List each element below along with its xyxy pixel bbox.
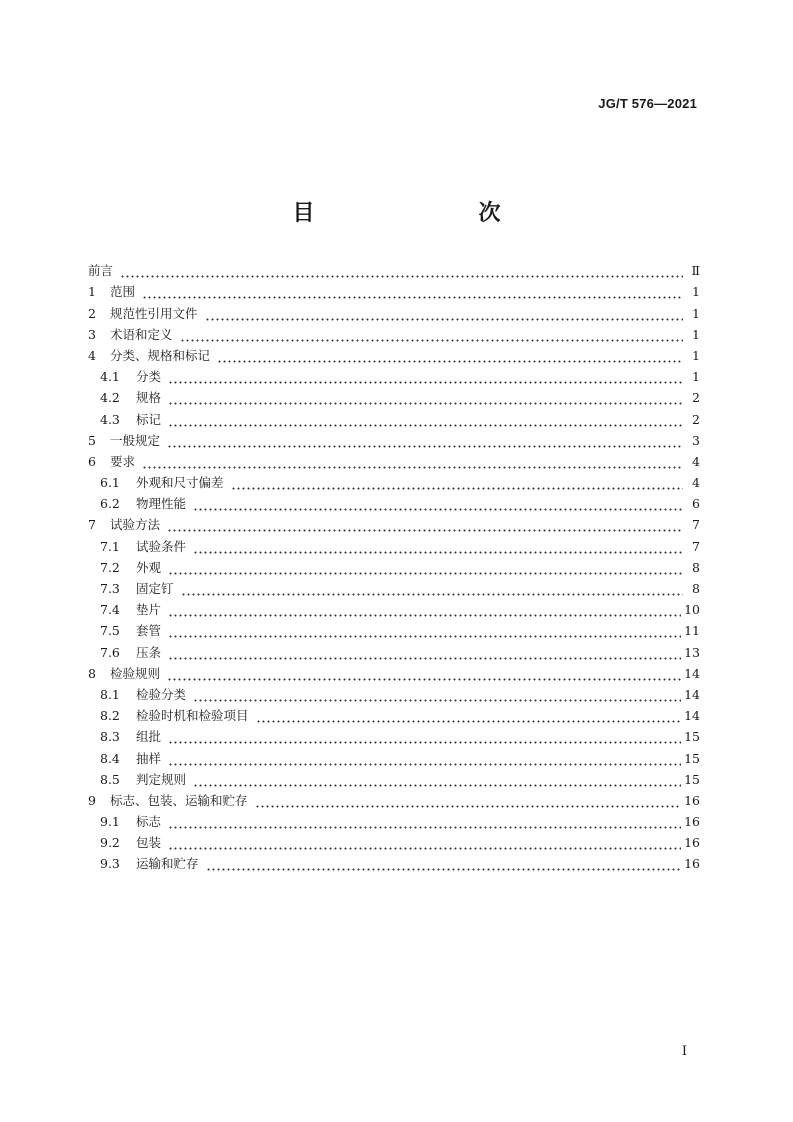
toc-entry-page: 14 bbox=[684, 708, 700, 724]
toc-leader-dots bbox=[205, 303, 683, 324]
toc-entry-page: 1 bbox=[692, 305, 700, 321]
toc-entry[interactable] bbox=[88, 472, 700, 493]
toc-entry[interactable] bbox=[88, 790, 700, 811]
toc-entry-page: 4 bbox=[692, 475, 700, 491]
toc-leader-dots bbox=[168, 409, 683, 430]
toc-entry-number: 7.4 bbox=[100, 602, 120, 618]
toc-entry-label: 术语和定义 bbox=[110, 326, 173, 342]
page-number: I bbox=[681, 1044, 687, 1059]
toc-entry-label: 分类 bbox=[136, 369, 162, 385]
toc-leader-dots bbox=[168, 557, 683, 578]
toc-entry-label: 外观和尺寸偏差 bbox=[136, 475, 224, 491]
toc-leader-dots bbox=[120, 260, 683, 281]
toc-entry-number: 8.1 bbox=[100, 686, 120, 702]
toc-leader-dots bbox=[168, 387, 683, 408]
toc-entry-number: 4.1 bbox=[100, 369, 120, 385]
toc-entry-label: 一般规定 bbox=[110, 432, 161, 448]
toc-entry[interactable] bbox=[88, 747, 700, 768]
toc-entry-number: 6.1 bbox=[100, 475, 120, 491]
toc-entry-label: 压条 bbox=[136, 644, 162, 660]
toc-leader-dots bbox=[168, 366, 683, 387]
toc-entry-number: 7.3 bbox=[100, 581, 120, 596]
toc-leader-dots bbox=[167, 663, 681, 684]
toc-entry[interactable] bbox=[88, 853, 700, 874]
toc-entry-label: 检验规则 bbox=[110, 665, 161, 681]
toc-entry[interactable] bbox=[88, 705, 700, 726]
toc-entry[interactable] bbox=[88, 345, 700, 366]
toc-entry-number: 2 bbox=[88, 305, 96, 321]
toc-leader-dots bbox=[256, 705, 682, 726]
toc-entry-number: 7 bbox=[88, 517, 96, 533]
toc-entry-number: 7.1 bbox=[100, 538, 120, 554]
toc-entry-label: 试验条件 bbox=[136, 538, 187, 554]
toc-entry-page: 14 bbox=[684, 665, 700, 681]
toc-leader-dots bbox=[217, 345, 683, 366]
toc-entry-number: 8.4 bbox=[100, 750, 120, 766]
toc-entry-label: 检验时机和检验项目 bbox=[136, 708, 249, 724]
toc-leader-dots bbox=[168, 642, 681, 663]
toc-entry-number: 8 bbox=[88, 665, 96, 681]
toc-title: 目 次 bbox=[292, 201, 541, 226]
toc-leader-dots bbox=[168, 620, 681, 641]
toc-entry-number: 8.3 bbox=[100, 729, 120, 745]
toc-entry-number: 7.2 bbox=[100, 559, 120, 575]
toc-entry-label: 抽样 bbox=[136, 750, 162, 766]
toc-leader-dots bbox=[168, 726, 681, 747]
toc-entry[interactable] bbox=[88, 281, 700, 302]
toc-entry[interactable] bbox=[88, 578, 700, 599]
toc-entry[interactable] bbox=[88, 599, 700, 620]
toc-entry-label: 固定钉 bbox=[136, 581, 174, 596]
toc-entry[interactable] bbox=[88, 769, 700, 790]
toc-entry-label: 外观 bbox=[136, 559, 162, 575]
toc-entry-page: 16 bbox=[684, 856, 700, 872]
toc-leader-dots bbox=[231, 472, 683, 493]
toc-entry[interactable] bbox=[88, 408, 700, 429]
toc-leader-dots bbox=[168, 811, 681, 832]
toc-leader-dots bbox=[193, 493, 683, 514]
toc-leader-dots bbox=[167, 514, 683, 535]
toc-entry[interactable] bbox=[88, 684, 700, 705]
toc-entry[interactable] bbox=[88, 811, 700, 832]
toc-leader-dots bbox=[168, 832, 681, 853]
toc-entry-label: 标记 bbox=[136, 411, 162, 427]
toc-entry-page: 2 bbox=[692, 390, 700, 406]
toc-entry-page: 16 bbox=[684, 835, 700, 851]
toc-entry[interactable] bbox=[88, 557, 700, 578]
toc-entry-label: 范围 bbox=[110, 284, 136, 300]
toc-entry-label: 标志 bbox=[136, 814, 162, 830]
toc-entry-number: 5 bbox=[88, 432, 96, 448]
toc-entry[interactable] bbox=[88, 493, 700, 514]
toc-leader-dots bbox=[168, 748, 681, 769]
toc-entry-number: 9 bbox=[88, 792, 96, 808]
toc-entry[interactable] bbox=[88, 387, 700, 408]
toc-entry[interactable] bbox=[88, 535, 700, 556]
toc-entry-label: 标志、包装、运输和贮存 bbox=[110, 792, 248, 808]
toc-entry-page: 7 bbox=[692, 517, 700, 533]
toc-entry-number: 7.5 bbox=[100, 623, 120, 639]
toc-entry-number: 9.1 bbox=[100, 814, 120, 830]
toc-entry-label: 组批 bbox=[136, 729, 162, 745]
toc-leader-dots bbox=[255, 790, 682, 811]
toc-entry-label: 套管 bbox=[136, 623, 162, 639]
toc-leader-dots bbox=[193, 769, 681, 790]
toc-entry-number: 1 bbox=[88, 284, 96, 300]
toc-entry[interactable] bbox=[88, 514, 700, 535]
toc-entry-page: 11 bbox=[684, 623, 700, 639]
toc-entry-number: 7.6 bbox=[100, 644, 120, 660]
toc-entry-label: 前言 bbox=[88, 263, 114, 279]
toc-entry-page: 1 bbox=[692, 284, 700, 300]
toc-entry-page: 16 bbox=[684, 814, 700, 830]
toc-entry-page: 2 bbox=[692, 411, 700, 427]
toc-entry[interactable] bbox=[88, 726, 700, 747]
toc-entry-page: 1 bbox=[692, 347, 700, 363]
toc-entry[interactable] bbox=[88, 663, 700, 684]
toc-entry[interactable] bbox=[88, 832, 700, 853]
toc-entry-page: 6 bbox=[692, 496, 700, 512]
toc-entry[interactable] bbox=[88, 302, 700, 323]
toc-entry-label: 垫片 bbox=[136, 602, 162, 618]
toc-leader-dots bbox=[168, 599, 681, 620]
toc-entry-number: 4.2 bbox=[100, 390, 120, 406]
toc-leader-dots bbox=[193, 684, 681, 705]
toc-leader-dots bbox=[193, 536, 683, 557]
toc-entry-number: 4.3 bbox=[100, 411, 120, 427]
toc-entry-page: 1 bbox=[692, 369, 700, 385]
toc-entry-label: 规格 bbox=[136, 390, 162, 406]
toc-entry-page: 15 bbox=[684, 729, 700, 745]
toc-entry-page: 15 bbox=[684, 750, 700, 766]
toc-entry-number: 6 bbox=[88, 453, 96, 469]
toc-entry[interactable] bbox=[88, 324, 700, 345]
toc-entry-number: 3 bbox=[88, 326, 96, 342]
toc-entry-label: 检验分类 bbox=[136, 686, 187, 702]
toc-entry-label: 物理性能 bbox=[136, 496, 187, 512]
toc-entry[interactable] bbox=[88, 430, 700, 451]
document-code: JG/T 576—2021 bbox=[598, 96, 697, 111]
toc-entry[interactable] bbox=[88, 260, 700, 281]
toc-entry-page: 15 bbox=[684, 771, 700, 787]
toc-entry-page: 16 bbox=[684, 792, 700, 808]
toc-entry-label: 规范性引用文件 bbox=[110, 305, 198, 321]
toc-entry[interactable] bbox=[88, 451, 700, 472]
toc-entry-page: 10 bbox=[684, 602, 700, 618]
toc-leader-dots bbox=[167, 430, 683, 451]
toc-entry-number: 8.5 bbox=[100, 771, 120, 787]
toc-entry-page: 14 bbox=[684, 686, 700, 702]
toc-entry-page: 1 bbox=[692, 326, 700, 342]
toc-entry-page: 8 bbox=[692, 559, 700, 575]
toc-entry-label: 分类、规格和标记 bbox=[110, 347, 211, 363]
toc-leader-dots bbox=[206, 853, 682, 874]
toc-entry-label: 运输和贮存 bbox=[136, 856, 199, 872]
toc-entry-label: 判定规则 bbox=[136, 771, 187, 787]
table-of-contents bbox=[88, 260, 700, 874]
toc-entry-page: 3 bbox=[692, 432, 700, 448]
toc-entry-page: 7 bbox=[692, 538, 700, 554]
toc-leader-dots bbox=[181, 578, 683, 599]
toc-entry-label: 包装 bbox=[136, 835, 162, 851]
toc-entry-number: 9.3 bbox=[100, 856, 120, 872]
toc-entry-number: 8.2 bbox=[100, 708, 120, 724]
toc-entry-label: 要求 bbox=[110, 453, 136, 469]
toc-entry-page: Ⅱ bbox=[691, 263, 700, 279]
toc-entry-number: 4 bbox=[88, 347, 96, 363]
toc-entry-page: 8 bbox=[692, 581, 700, 596]
toc-entry-number: 6.2 bbox=[100, 496, 120, 512]
toc-leader-dots bbox=[142, 451, 683, 472]
toc-leader-dots bbox=[142, 281, 683, 302]
toc-entry[interactable] bbox=[88, 620, 700, 641]
toc-entry-page: 13 bbox=[684, 644, 700, 660]
toc-entry[interactable] bbox=[88, 641, 700, 662]
toc-entry-number: 9.2 bbox=[100, 835, 120, 851]
toc-entry-label: 试验方法 bbox=[110, 517, 161, 533]
toc-entry-page: 4 bbox=[692, 453, 700, 469]
toc-entry[interactable] bbox=[88, 366, 700, 387]
toc-leader-dots bbox=[180, 324, 683, 345]
